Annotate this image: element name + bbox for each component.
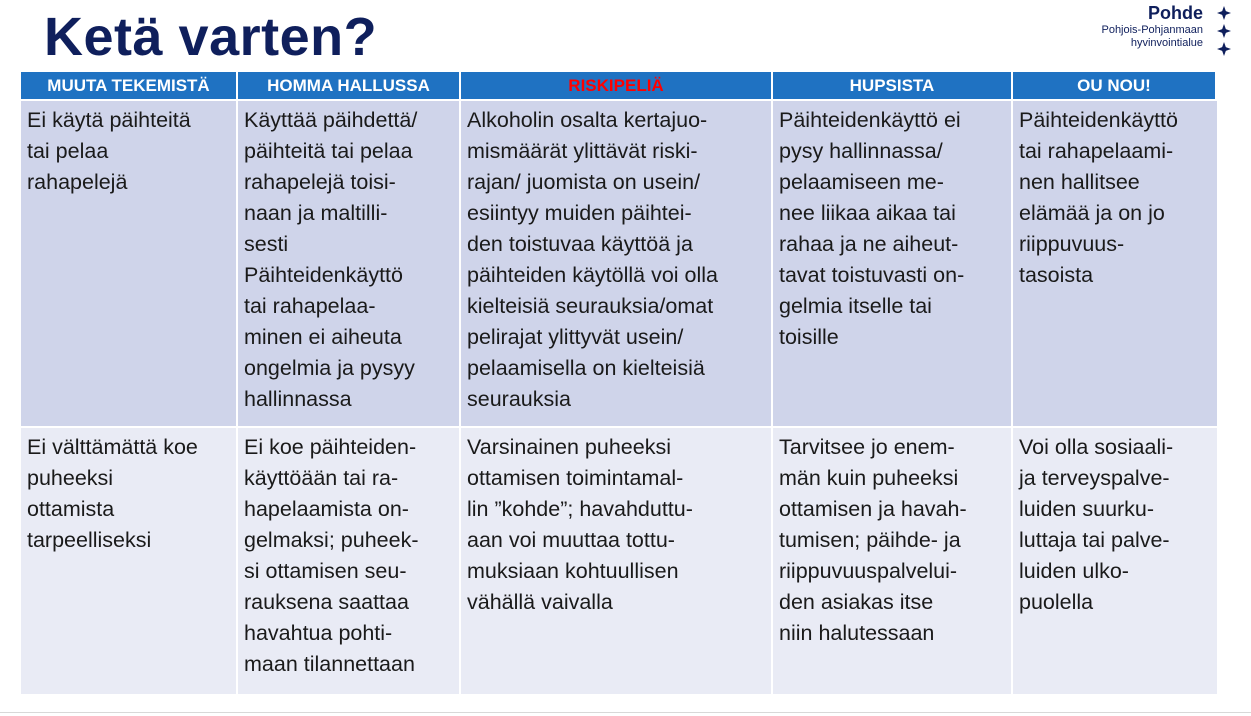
cell-row2-homma-hallussa: Ei koe päihteiden- käyttöään tai ra- hapelaamista on- gelmaksi; puheek- si ottamisen seu- rauksena saattaa havahtua pohti- maan tilannettaan [238,428,461,696]
header-hupsista: HUPSISTA [773,72,1013,101]
header-homma-hallussa: HOMMA HALLUSSA [238,72,461,101]
cell-row2-muuta-tekemista: Ei välttämättä koe puheeksi ottamista tarpeelliseksi [21,428,238,696]
pohde-star-icon [1209,4,1239,60]
target-group-table [21,72,1217,696]
header-muuta-tekemista: MUUTA TEKEMISTÄ [21,72,238,101]
logo-name: Pohde [1147,3,1203,23]
header-ou-nou: OU NOU! [1013,72,1217,101]
logo-text [1101,2,1203,50]
cell-row2-hupsista: Tarvitsee jo enem- män kuin puheeksi ottamisen ja havah- tumisen; päihde- ja riippuvuuspalvelui- den asiakas itse niin halutessaan [773,428,1013,696]
logo-subtitle-line1: Pohjois-Pohjanmaan [1101,24,1203,36]
logo-subtitle-line2: hyvinvointialue [1130,37,1203,49]
cell-row1-riskipelia: Alkoholin osalta kertajuo- mismäärät ylittävät riski- rajan/ juomista on usein/ esiintyy muiden päihtei- den toistuvaa käyttöä ja päihteiden käytöllä voi olla kielteisiä seurauksia/omat pelirajat ylittyvät usein/ pelaamisella on kielteisiä seurauksia [461,101,773,428]
header-riskipelia: RISKIPELIÄ [461,72,773,101]
cell-row1-hupsista: Päihteidenkäyttö ei pysy hallinnassa/ pelaamiseen me- nee liikaa aikaa tai rahaa ja ne aiheut- tavat toistuvasti on- gelmia itselle tai toisille [773,101,1013,428]
cell-row1-muuta-tekemista: Ei käytä päihteitä tai pelaa rahapelejä [21,101,238,428]
cell-row2-ou-nou: Voi olla sosiaali- ja terveyspalve- luiden suurku- luttaja tai palve- luiden ulko- puolella [1013,428,1217,696]
cell-row2-riskipelia: Varsinainen puheeksi ottamisen toimintamal- lin ”kohde”; havahduttu- aan voi muuttaa tottu- muksiaan kohtuullisen vähällä vaivalla [461,428,773,696]
cell-row1-ou-nou: Päihteidenkäyttö tai rahapelaami- nen hallitsee elämää ja on jo riippuvuus- tasoista [1013,101,1217,428]
page-title: Ketä varten? [44,7,378,67]
pohde-logo [1101,2,1239,60]
cell-row1-homma-hallussa: Käyttää päihdettä/ päihteitä tai pelaa rahapelejä toisi- naan ja maltilli- sesti Päihteidenkäyttö tai rahapelaa- minen ei aiheuta ongelmia ja pysyy hallinnassa [238,101,461,428]
bottom-divider [0,712,1251,713]
